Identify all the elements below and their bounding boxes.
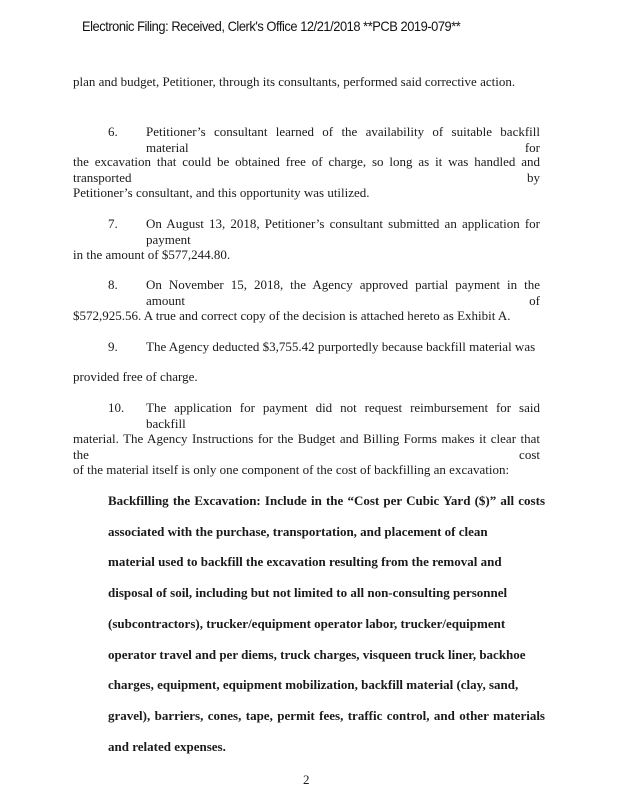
body-text-line: The Agency deducted $3,755.42 purportedly because backfill material was	[146, 339, 536, 354]
block-quote-line: charges, equipment, equipment mobilization, backfill material (clay, sand,	[108, 677, 519, 692]
block-quote-line: material used to backfill the excavation resulting from the removal and	[108, 554, 502, 569]
paragraph-number: 10.	[108, 400, 125, 415]
paragraph-number: 6.	[108, 124, 118, 139]
body-text-line: plan and budget, Petitioner, through its consultants, performed said corrective action.	[73, 74, 516, 89]
block-quote-line: operator travel and per diems, truck charges, visqueen truck liner, backhoe	[108, 647, 526, 662]
paragraph-number: 9.	[108, 339, 118, 354]
body-text-line: On November 15, 2018, the Agency approved partial payment in the amount of	[146, 277, 540, 308]
body-text-line: Petitioner’s consultant learned of the availability of suitable backfill material for	[146, 124, 540, 155]
block-quote-line: and related expenses.	[108, 739, 226, 754]
page-number: 2	[303, 772, 310, 787]
body-text-line: $572,925.56. A true and correct copy of the decision is attached hereto as Exhibit A.	[73, 308, 511, 323]
body-text-line: Petitioner’s consultant, and this opportunity was utilized.	[73, 185, 370, 200]
paragraph-number: 7.	[108, 216, 118, 231]
block-quote-line: Backfilling the Excavation: Include in the “Cost per Cubic Yard ($)” all costs	[108, 493, 545, 508]
body-text-line: On August 13, 2018, Petitioner’s consultant submitted an application for payment	[146, 216, 540, 247]
block-quote-line: disposal of soil, including but not limited to all non-consulting personnel	[108, 585, 508, 600]
block-quote-line: gravel), barriers, cones, tape, permit fees, traffic control, and other materials	[108, 708, 545, 723]
paragraph-number: 8.	[108, 277, 118, 292]
body-text-line: provided free of charge.	[73, 369, 198, 384]
filing-stamp-header: Electronic Filing: Received, Clerk's Office 12/21/2018 **PCB 2019-079**	[82, 18, 461, 34]
body-text-line: of the material itself is only one component of the cost of backfilling an excavation:	[73, 462, 510, 477]
body-text-line: the excavation that could be obtained free of charge, so long as it was handled and transported by	[73, 154, 540, 185]
body-text-line: in the amount of $577,244.80.	[73, 247, 231, 262]
block-quote-line: associated with the purchase, transportation, and placement of clean	[108, 524, 488, 539]
block-quote-line: (subcontractors), trucker/equipment operator labor, trucker/equipment	[108, 616, 506, 631]
body-text-line: The application for payment did not request reimbursement for said backfill	[146, 400, 540, 431]
body-text-line: material. The Agency Instructions for the Budget and Billing Forms makes it clear that the cost	[73, 431, 540, 462]
